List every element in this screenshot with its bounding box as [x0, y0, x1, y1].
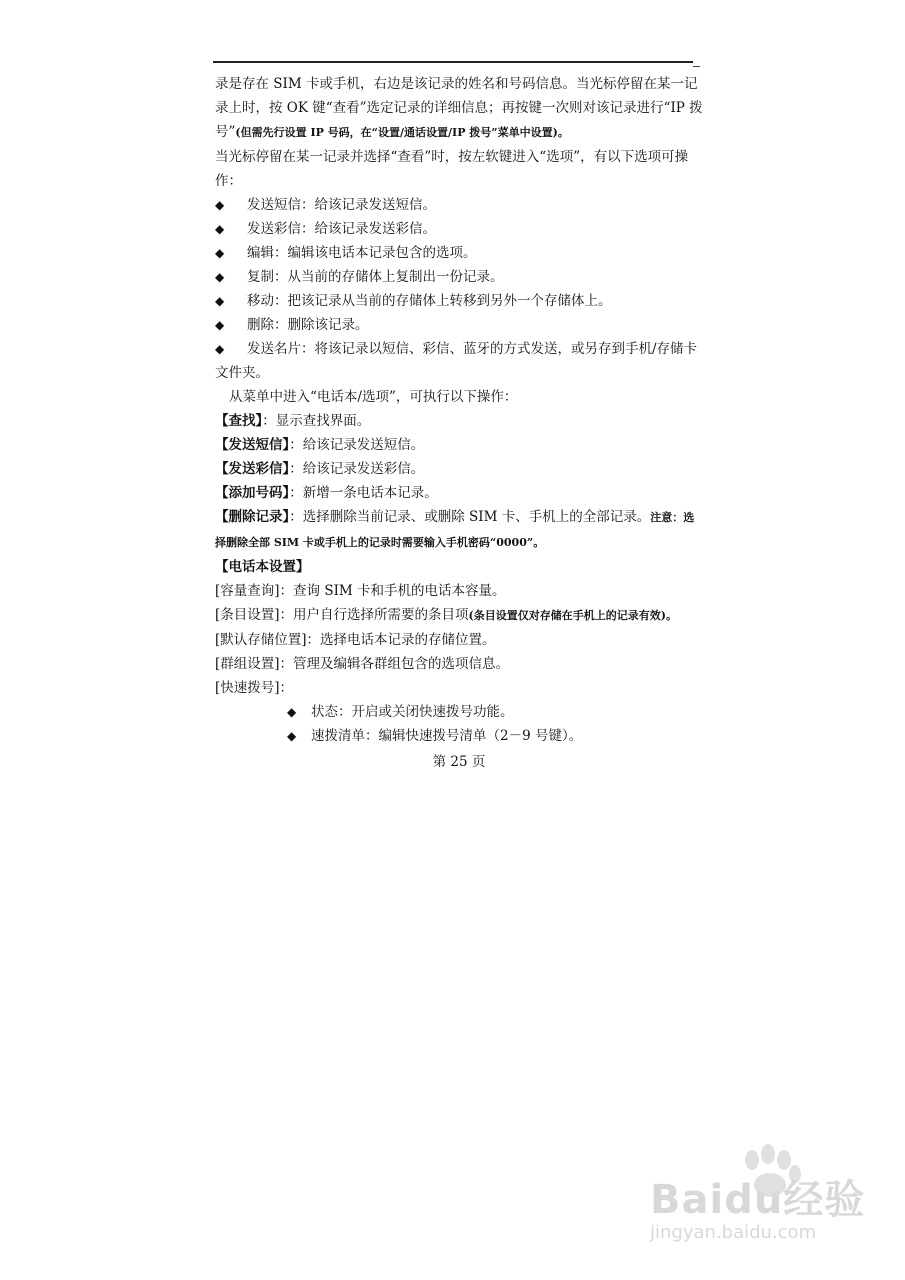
setting-speed-dial: [快速拨号]： — [215, 680, 294, 696]
menu-item-add-number — [215, 481, 703, 505]
bullet-item — [215, 289, 703, 313]
menu-item-label: 【发送短信】 — [215, 437, 290, 453]
paragraph-2: 当光标停留在某一记录并选择“查看”时，按左软键进入“选项”，有以下选项可操作： — [215, 149, 689, 189]
setting-items-text: [条目设置]：用户自行选择所需要的条目项 — [215, 607, 469, 623]
setting-group: [群组设置]：管理及编辑各群组包含的选项信息。 — [215, 656, 510, 672]
setting-capacity: [容量查询]：查询 SIM 卡和手机的电话本容量。 — [215, 583, 506, 599]
menu-item-label: 【添加号码】 — [215, 485, 290, 501]
bullet-text: 编辑：编辑该电话本记录包含的选项。 — [247, 245, 477, 261]
diamond-bullet-icon: ◆ — [287, 705, 297, 719]
diamond-bullet-icon: ◆ — [215, 294, 225, 308]
bullet-text: 发送短信：给该记录发送短信。 — [247, 197, 436, 213]
bullet-item — [215, 241, 703, 265]
diamond-bullet-icon: ◆ — [215, 270, 225, 284]
menu-item-send-sms — [215, 433, 703, 457]
bullet-text: 发送名片：将该记录以短信、彩信、蓝牙的方式发送，或另存到手机/存储卡文件夹。 — [215, 341, 698, 381]
menu-item-text: ：给该记录发送彩信。 — [289, 461, 425, 477]
watermark-brand: Baidu经验 — [650, 1177, 866, 1223]
menu-item-label: 【查找】 — [215, 413, 263, 429]
menu-item-label: 【删除记录】 — [215, 509, 290, 525]
header-rule — [213, 61, 693, 63]
header-rule-tail — [693, 66, 700, 67]
baidu-watermark — [610, 1140, 880, 1270]
menu-item-text: ：给该记录发送短信。 — [289, 437, 425, 453]
document-page — [215, 72, 703, 774]
bullet-text: 发送彩信：给该记录发送彩信。 — [247, 221, 436, 237]
diamond-bullet-icon: ◆ — [215, 318, 225, 332]
setting-default-storage: [默认存储位置]：选择电话本记录的存储位置。 — [215, 632, 496, 648]
menu-item-note: 注意：选择删除全部 SIM 卡或手机上的记录时需要输入手机密码“0000”。 — [215, 511, 695, 549]
paragraph-1-text: 录是存在 SIM 卡或手机，右边是该记录的姓名和号码信息。当光标停留在某一记录上时，按 OK 键“查看”选定记录的详细信息；再按键一次则对该记录进行“IP 拨号” — [215, 76, 703, 140]
option-bullet-list — [215, 193, 703, 337]
speed-dial-text: 速拨清单：编辑快速拨号清单（2－9 号键）。 — [311, 728, 583, 744]
diamond-bullet-icon: ◆ — [215, 342, 225, 356]
diamond-bullet-icon: ◆ — [215, 246, 225, 260]
speed-dial-item — [215, 700, 703, 724]
menu-item-delete-record — [215, 505, 703, 555]
diamond-bullet-icon: ◆ — [287, 729, 297, 743]
bullet-item — [215, 265, 703, 289]
menu-intro: 从菜单中进入“电话本/选项”，可执行以下操作： — [229, 389, 518, 405]
bullet-text: 移动：把该记录从当前的存储体上转移到另外一个存储体上。 — [247, 293, 612, 309]
menu-item-text: ：选择删除当前记录、或删除 SIM 卡、手机上的全部记录。 — [289, 509, 651, 525]
bullet-text: 删除：删除该记录。 — [247, 317, 369, 333]
diamond-bullet-icon: ◆ — [215, 222, 225, 236]
setting-items — [215, 603, 703, 628]
menu-item-text: ：新增一条电话本记录。 — [289, 485, 438, 501]
paragraph-1 — [215, 72, 703, 145]
menu-item-find — [215, 409, 703, 433]
menu-item-text: ：显示查找界面。 — [262, 413, 371, 429]
settings-heading: 【电话本设置】 — [215, 559, 310, 575]
paragraph-1-note: (但需先行设置 IP 号码，在“设置/通话设置/IP 拨号”菜单中设置)。 — [235, 126, 569, 139]
bullet-item — [215, 313, 703, 337]
menu-item-send-mms — [215, 457, 703, 481]
speed-dial-item — [215, 724, 703, 748]
bullet-text: 复制：从当前的存储体上复制出一份记录。 — [247, 269, 504, 285]
speed-dial-text: 状态：开启或关闭快速拨号功能。 — [311, 704, 514, 720]
bullet-item — [215, 217, 703, 241]
bullet-item-last — [215, 337, 703, 385]
bullet-item — [215, 193, 703, 217]
diamond-bullet-icon: ◆ — [215, 198, 225, 212]
setting-items-note: (条目设置仅对存储在手机上的记录有效)。 — [468, 609, 677, 622]
page-number: 第 25 页 — [432, 754, 486, 770]
watermark-url: jingyan.baidu.com — [650, 1222, 817, 1243]
menu-item-label: 【发送彩信】 — [215, 461, 290, 477]
